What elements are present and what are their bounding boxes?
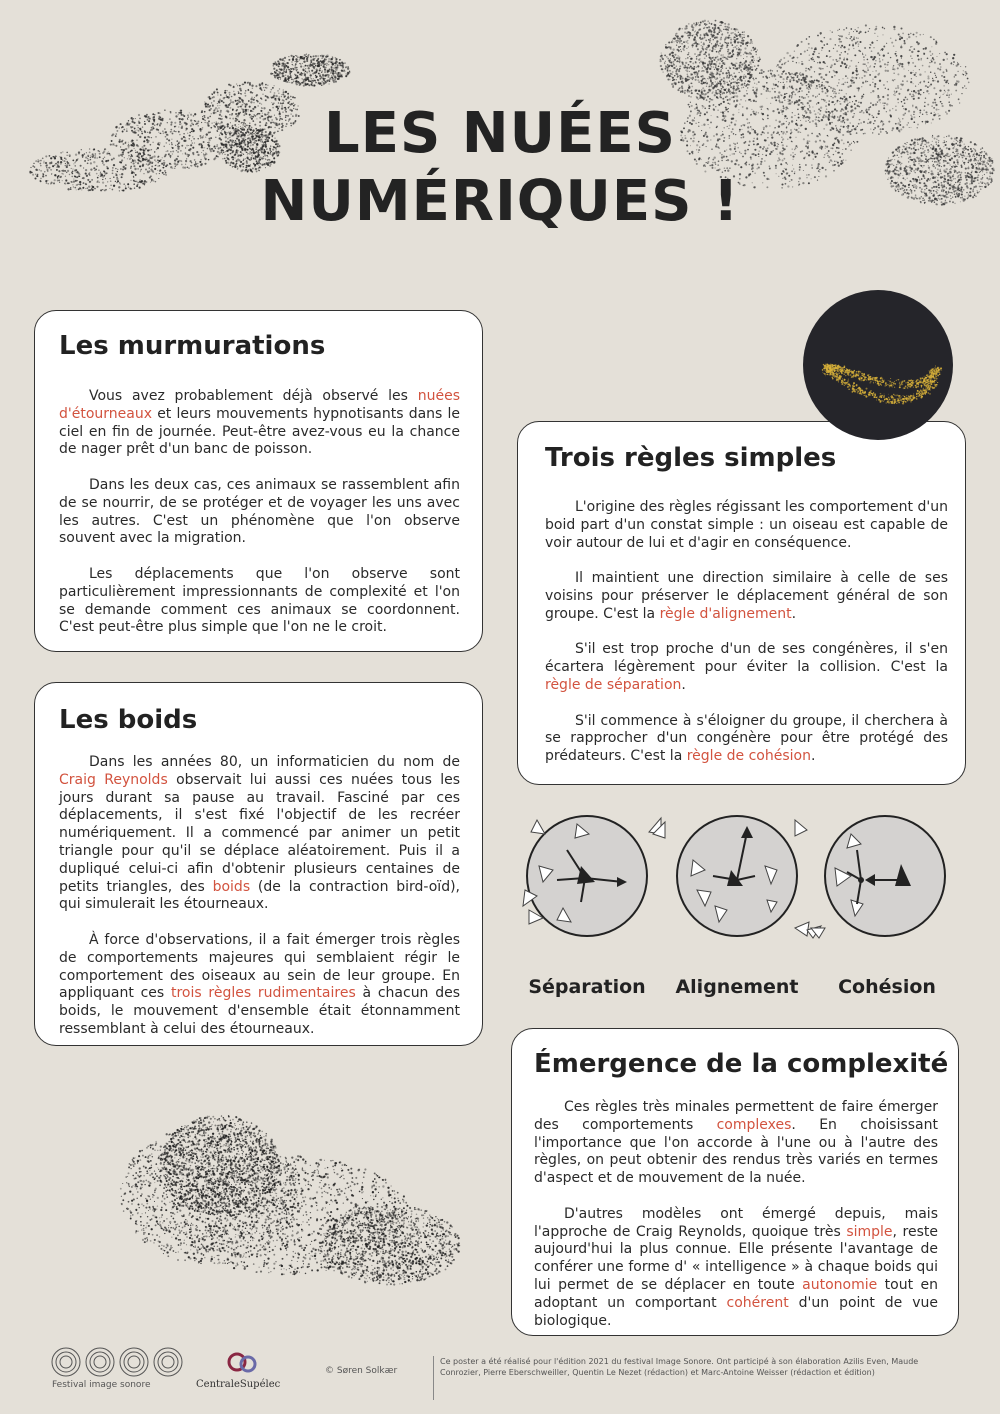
highlighted-term: nuées d'étourneaux bbox=[59, 388, 460, 422]
highlighted-term: cohérent bbox=[726, 1294, 789, 1311]
festival-logo bbox=[50, 1346, 186, 1380]
highlighted-term: Craig Reynolds bbox=[59, 771, 168, 788]
highlighted-term: règle de séparation bbox=[545, 676, 682, 693]
rules-diagram bbox=[515, 810, 975, 950]
rules-paragraph-4: S'il commence à s'éloigner du groupe, il cherchera à se rapprocher d'un congénère pour être protégé des prédateurs. C'est la règle de cohésion. bbox=[545, 712, 948, 765]
photo-credit: © Søren Solkær bbox=[325, 1366, 398, 1376]
golden-flock-image bbox=[790, 290, 966, 440]
boids-heading: Les boids bbox=[59, 705, 198, 735]
card-murmurations bbox=[34, 310, 483, 652]
emergence-paragraph-2: D'autres modèles ont émergé depuis, mais l'approche de Craig Reynolds, quoique très simple, reste aujourd'hui la plus connue. Elle présente l'avantage de conférer une forme d' « intelligence » à chaque boids qui lui permet de se déplacer en toute autonomie tout en adoptant un comportant cohérent d'un point de vue biologique. bbox=[534, 1205, 938, 1329]
poster-title: LES NUÉES NUMÉRIQUES ! bbox=[260, 101, 740, 234]
highlighted-term: trois règles rudimentaires bbox=[170, 985, 356, 1002]
card-boids bbox=[34, 682, 483, 1046]
murmurations-paragraph-1: Vous avez probablement déjà observé les nuées d'étourneaux et leurs mouvements hypnotisants dans le ciel en fin de journée. Peut-être avez-vous eu la chance de nager prêt d'un banc de poisson. bbox=[59, 388, 460, 458]
card-emergence bbox=[511, 1028, 959, 1336]
murmurations-paragraph-2: Dans les deux cas, ces animaux se rassemblent afin de se nourrir, de se protéger et de voyager les uns avec les autres. C'est un phénomène que l'on observe souvent avec la migration. bbox=[59, 476, 460, 547]
rules-paragraph-3: S'il est trop proche d'un de ses congénères, il s'en écartera légèrement pour éviter la collision. C'est la règle de séparation. bbox=[545, 641, 948, 693]
cohesion-diagram bbox=[795, 816, 945, 936]
card-three-rules bbox=[517, 421, 966, 785]
highlighted-term: boids bbox=[212, 878, 251, 895]
murmurations-heading: Les murmurations bbox=[59, 331, 326, 361]
highlighted-term: règle de cohésion bbox=[686, 748, 811, 765]
emergence-heading: Émergence de la complexité bbox=[534, 1049, 949, 1079]
boids-paragraph-2: À force d'observations, il a fait émerger trois règles de comportements majeures qui semblaient régir le comportement des oiseaux au sein de leur groupe. En appliquant ces trois règles rudimentaires à chacun des boids, le mouvement d'ensemble était étonnamment ressemblant à celui des étourneaux. bbox=[59, 931, 460, 1037]
rules-paragraph-2: Il maintient une direction similaire à celle de ses voisins pour préserver le déplacement général de son groupe. C'est la règle d'alignement. bbox=[545, 570, 948, 622]
boids-paragraph-1: Dans les années 80, un informaticien du nom de Craig Reynolds observait lui aussi ces nuées tous les jours durant sa pause au travail. Fasciné par ces déplacements, il s'est fixé l'objectif de les recréer numériquement. Il a commencé par animer un petit triangle pour qu'il se déplace aléatoirement. Puis il a dupliqué celui-ci afin d'obtenir plusieurs centaines de petits triangles, des boids (de la contraction bird-oïd), qui simulerait les étourneaux. bbox=[59, 754, 461, 913]
highlighted-term: règle d'alignement bbox=[659, 605, 792, 622]
emergence-paragraph-1: Ces règles très minales permettent de faire émerger des comportements complexes. En choisissant l'importance que l'on accorde à l'une ou à l'autre des règles, on peut obtenir des rendus très variés en termes d'aspect et de mouvement de la nuée. bbox=[534, 1099, 938, 1187]
highlighted-term: autonomie bbox=[802, 1276, 878, 1293]
highlighted-term: simple bbox=[846, 1223, 893, 1240]
label-alignment: Alignement bbox=[675, 976, 799, 998]
label-cohesion: Cohésion bbox=[838, 976, 936, 998]
school-logo bbox=[226, 1350, 262, 1376]
murmurations-paragraph-3: Les déplacements que l'on observe sont particulièrement impressionnants de complexité et l'on se demande comment ces animaux se coordonnent. C'est peut-être plus simple que l'on ne le croit. bbox=[59, 565, 460, 636]
highlighted-term: complexes bbox=[716, 1116, 792, 1133]
flock-image-bottom-left bbox=[90, 1075, 470, 1305]
footer-divider bbox=[433, 1356, 434, 1400]
festival-name: Festival image sonore bbox=[52, 1380, 151, 1390]
rules-heading: Trois règles simples bbox=[545, 443, 837, 473]
label-separation: Séparation bbox=[528, 976, 646, 998]
footer-note: Ce poster a été réalisé pour l'édition 2021 du festival Image Sonore. Ont participé à son élaboration Azilis Even, Maude Conrozier, Pierre Eberschweiller, Quentin Le Nezet (rédaction) et Marc-Antoine Weisser (rédaction et édition) bbox=[440, 1357, 919, 1377]
rules-paragraph-1: L'origine des règles régissant les comportement d'un boid part d'un constat simple : un oiseau est capable de voir autour de lui et d'agir en conséquence. bbox=[545, 499, 948, 551]
school-name: CentraleSupélec bbox=[196, 1379, 281, 1390]
alignment-diagram bbox=[677, 816, 807, 936]
